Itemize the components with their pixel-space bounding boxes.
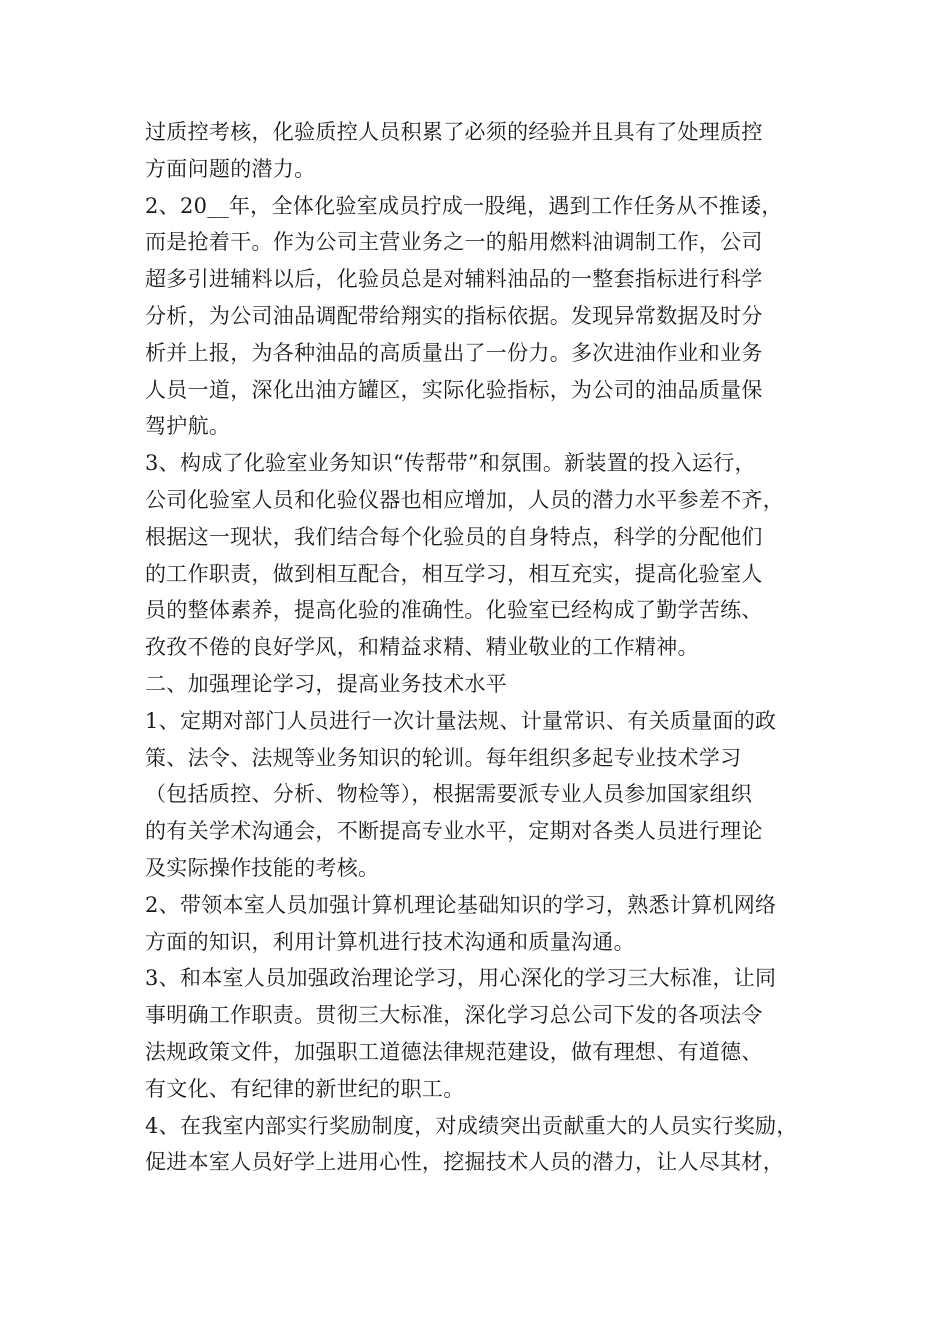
document-body — [145, 114, 830, 1181]
text-line: 1、定期对部门人员进行一次计量法规、计量常识、有关质量面的政 — [145, 708, 777, 733]
text-line: 有文化、有纪律的新世纪的职工。 — [145, 1076, 465, 1101]
text-line: （包括质控、分析、物检等），根据需要派专业人员参加国家组织 — [145, 782, 753, 807]
section-heading: 二、加强理论学习，提高业务技术水平 — [145, 671, 508, 696]
text-line: 方面的知识，利用计算机进行技术沟通和质量沟通。 — [145, 929, 635, 954]
text-line: 根据这一现状，我们结合每个化验员的自身特点，科学的分配他们 — [145, 524, 763, 549]
text-line: 过质控考核，化验质控人员积累了必须的经验并且具有了处理质控 — [145, 120, 763, 144]
text-line: 法规政策文件，加强职工道德法律规范建设，做有理想、有道德、 — [145, 1039, 763, 1064]
text-line: 人员一道，深化出油方罐区，实际化验指标，为公司的油品质量保 — [145, 377, 763, 402]
text-line: 及实际操作技能的考核。 — [145, 855, 380, 880]
text-line: 员的整体素养，提高化验的准确性。化验室已经构成了勤学苦练、 — [145, 598, 763, 623]
text-line: 的有关学术沟通会，不断提高专业水平，定期对各类人员进行理论 — [145, 819, 763, 844]
text-line: 公司化验室人员和化验仪器也相应增加，人员的潜力水平参差不齐， — [145, 487, 784, 512]
text-line: 3、构成了化验室业务知识“传帮带”和氛围。新装置的投入运行， — [145, 451, 756, 476]
text-line: 促进本室人员好学上进用心性，挖掘技术人员的潜力，让人尽其材， — [145, 1150, 784, 1175]
text-line: 分析，为公司油品调配带给翔实的指标依据。发现异常数据及时分 — [145, 303, 763, 328]
text-line: 方面问题的潜力。 — [145, 156, 316, 181]
text-line: 而是抢着干。作为公司主营业务之一的船用燃料油调制工作，公司 — [145, 230, 763, 255]
text-line: 2、带领本室人员加强计算机理论基础知识的学习，熟悉计算机网络 — [145, 892, 777, 917]
text-line: 3、和本室人员加强政治理论学习，用心深化的学习三大标准，让同 — [145, 966, 777, 991]
text-line: 4、在我室内部实行奖励制度，对成绩突出贡献重大的人员实行奖励， — [145, 1113, 798, 1138]
text-line: 析并上报，为各种油品的高质量出了一份力。多次进油作业和业务 — [145, 340, 763, 365]
text-line: 超多引进辅料以后，化验员总是对辅料油品的一整套指标进行科学 — [145, 267, 763, 292]
text-line: 驾护航。 — [145, 414, 231, 439]
text-line: 的工作职责，做到相互配合，相互学习，相互充实，提高化验室人 — [145, 561, 763, 586]
text-line: 2、20__年，全体化验室成员拧成一股绳，遇到工作任务从不推诿， — [145, 193, 783, 218]
text-line: 策、法令、法规等业务知识的轮训。每年组织多起专业技术学习 — [145, 745, 742, 770]
text-line: 孜孜不倦的良好学风，和精益求精、精业敬业的工作精神。 — [145, 635, 699, 660]
text-line: 事明确工作职责。贯彻三大标准，深化学习总公司下发的各项法令 — [145, 1003, 763, 1028]
